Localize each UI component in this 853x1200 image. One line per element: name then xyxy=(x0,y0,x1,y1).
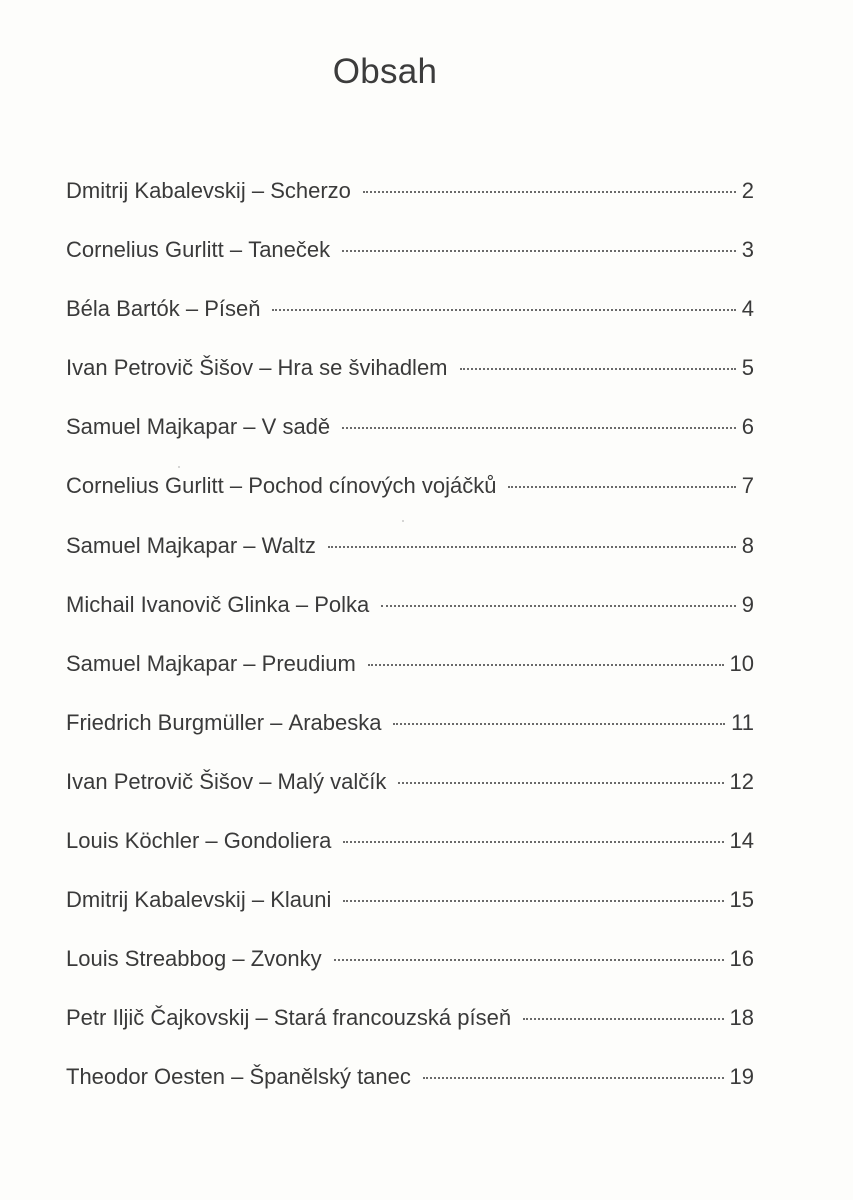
dot-leader xyxy=(363,191,736,193)
composer-name: Dmitrij Kabalevskij – xyxy=(66,887,270,912)
entry-text xyxy=(66,592,369,618)
composer-name: Michail Ivanovič Glinka – xyxy=(66,592,314,617)
piece-title: Gondoliera xyxy=(223,828,332,854)
toc-entry xyxy=(66,355,754,414)
entry-text xyxy=(66,769,386,795)
page-number: 6 xyxy=(741,414,754,440)
composer-name: Petr Iljič Čajkovskij – xyxy=(66,1005,274,1030)
toc-entry xyxy=(66,769,754,828)
dot-leader xyxy=(423,1077,724,1079)
composer-name: Cornelius Gurlitt – xyxy=(66,237,248,262)
toc-entry xyxy=(66,414,754,473)
page-number: 7 xyxy=(741,473,754,499)
toc-entry xyxy=(66,1005,754,1064)
dot-leader xyxy=(342,427,736,429)
dot-leader xyxy=(381,605,735,607)
table-of-contents xyxy=(66,178,754,1124)
piece-title: Stará francouzská píseň xyxy=(273,1005,512,1031)
entry-text xyxy=(66,946,322,972)
page-number: 3 xyxy=(741,237,754,263)
paper-speck xyxy=(178,466,180,468)
piece-title: Polka xyxy=(314,591,370,617)
composer-name: Louis Köchler – xyxy=(66,828,224,853)
page-number: 18 xyxy=(729,1005,754,1031)
entry-text xyxy=(66,533,316,559)
dot-leader xyxy=(334,959,724,961)
dot-leader xyxy=(343,841,723,843)
composer-name: Samuel Majkapar – xyxy=(66,651,262,676)
entry-text xyxy=(66,828,331,854)
toc-entry xyxy=(66,592,754,651)
entry-text xyxy=(66,473,496,499)
piece-title: Preudium xyxy=(261,650,356,676)
entry-text xyxy=(66,414,330,440)
entry-text xyxy=(66,887,331,913)
entry-text xyxy=(66,710,381,736)
dot-leader xyxy=(523,1018,723,1020)
composer-name: Cornelius Gurlitt – xyxy=(66,473,248,498)
page-title: Obsah xyxy=(332,52,438,91)
toc-entry xyxy=(66,887,754,946)
piece-title: Taneček xyxy=(248,237,331,263)
toc-entry xyxy=(66,1064,754,1123)
composer-name: Ivan Petrovič Šišov – xyxy=(66,355,278,380)
composer-name: Dmitrij Kabalevskij – xyxy=(66,178,270,203)
page-number: 11 xyxy=(731,709,754,735)
toc-entry xyxy=(66,710,754,769)
dot-leader xyxy=(460,368,736,370)
composer-name: Theodor Oesten – xyxy=(66,1064,249,1089)
piece-title: Pochod cínových vojáčků xyxy=(248,473,497,499)
piece-title: Hra se švihadlem xyxy=(277,355,448,381)
paper-speck xyxy=(402,520,404,522)
page-number: 14 xyxy=(729,828,754,854)
piece-title: Arabeska xyxy=(288,709,382,735)
dot-leader xyxy=(342,250,736,252)
composer-name: Samuel Majkapar – xyxy=(66,414,262,439)
page-number: 8 xyxy=(741,532,754,558)
piece-title: Španělský tanec xyxy=(249,1064,411,1090)
page-number: 4 xyxy=(741,296,754,322)
composer-name: Béla Bartók – xyxy=(66,296,204,321)
toc-entry xyxy=(66,473,754,532)
page-number: 16 xyxy=(729,946,754,972)
entry-text xyxy=(66,355,448,381)
dot-leader xyxy=(272,309,735,311)
entry-text xyxy=(66,237,330,263)
toc-entry xyxy=(66,296,754,355)
piece-title: Scherzo xyxy=(270,178,351,203)
toc-entry xyxy=(66,533,754,592)
page-number: 5 xyxy=(741,355,754,381)
entry-text xyxy=(66,651,356,677)
dot-leader xyxy=(508,486,735,488)
page-number: 15 xyxy=(729,887,754,913)
entry-text xyxy=(66,1005,511,1031)
toc-entry xyxy=(66,828,754,887)
dot-leader xyxy=(393,723,725,725)
composer-name: Louis Streabbog – xyxy=(66,946,251,971)
piece-title: Klauni xyxy=(270,887,332,913)
piece-title: Zvonky xyxy=(250,946,322,972)
toc-entry xyxy=(66,178,754,237)
page-number: 12 xyxy=(729,768,754,794)
page-number: 10 xyxy=(729,650,754,676)
piece-title: V sadě xyxy=(261,414,331,440)
entry-text xyxy=(66,178,351,204)
page-number: 19 xyxy=(729,1064,754,1090)
composer-name: Ivan Petrovič Šišov – xyxy=(66,769,278,794)
dot-leader xyxy=(328,546,736,548)
dot-leader xyxy=(343,900,723,902)
page-number: 9 xyxy=(741,591,754,617)
piece-title: Malý valčík xyxy=(277,768,387,794)
dot-leader xyxy=(398,782,723,784)
toc-entry xyxy=(66,651,754,710)
piece-title: Píseň xyxy=(204,296,261,322)
dot-leader xyxy=(368,664,724,666)
entry-text xyxy=(66,296,260,322)
toc-entry xyxy=(66,946,754,1005)
entry-text xyxy=(66,1064,411,1090)
page-number: 2 xyxy=(741,178,754,203)
composer-name: Friedrich Burgmüller – xyxy=(66,710,289,735)
piece-title: Waltz xyxy=(261,532,316,558)
composer-name: Samuel Majkapar – xyxy=(66,533,262,558)
toc-entry xyxy=(66,237,754,296)
